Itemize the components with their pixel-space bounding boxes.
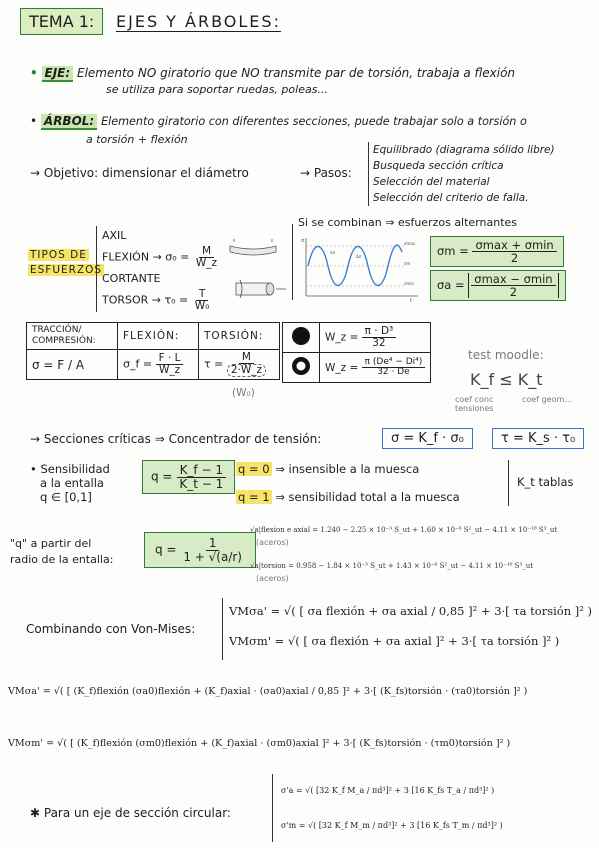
tipo-flexion xyxy=(102,246,220,269)
tipo-axil: AXIL xyxy=(102,229,127,242)
solid-circle-cell xyxy=(283,323,320,353)
table-formula-traccion: σ = F / A xyxy=(27,350,118,380)
sigma-a-den: 2 xyxy=(509,285,518,300)
neuber-eq-flexion: √a|flexion e axial = 1.240 − 2.25 × 10⁻³ S_ut + 1.60 × 10⁻⁶ S²_ut − 4.11 × 10⁻¹⁰ S³_ut xyxy=(250,526,558,534)
secciones-text: → Secciones críticas ⇒ Concentrador de tensión: xyxy=(30,432,322,446)
graph-mean-label: σm xyxy=(404,261,411,266)
circular-eq-a: σ'a = √( [32 K_f M_a / πd³]² + 3 [16 K_fs T_a / πd³]² ) xyxy=(281,786,495,795)
full-eq-m: VMσm' = √( [ (K_f)flexión (σm0)flexión + (K_f)axial · (σm0)axial ]² + 3·[ (K_fs)torsión · (τm0)torsión ]² ) xyxy=(8,738,511,749)
q-formula: q = $\frac{K\_f - 1}{K\_t - 1}$ xyxy=(142,460,235,494)
radio-line1: "q" a partir del xyxy=(10,537,92,550)
q1-row xyxy=(236,490,460,504)
table-formula-flexion: σ_f = $\frac{F \cdot L}{W\_z}$ xyxy=(118,350,199,380)
paso-3: Selección del material xyxy=(373,176,490,188)
sensibilidad-line1: • Sensibilidad xyxy=(30,462,110,476)
secciones-sigma-formula: σ = K_f · σ₀ xyxy=(382,428,473,449)
alternantes-text: Si se combinan ⇒ esfuerzos alternantes xyxy=(298,216,518,229)
sensibilidad-line3: q ∈ [0,1] xyxy=(40,490,92,504)
stress-table xyxy=(26,322,280,380)
torsor-num: T xyxy=(196,289,208,301)
page-title: EJES Y ÁRBOLES: xyxy=(116,12,281,31)
arbol-term: ÁRBOL: xyxy=(41,114,97,130)
graph-min-label: σmin xyxy=(404,281,415,286)
pasos-label: → Pasos: xyxy=(300,166,352,180)
section-divider xyxy=(292,224,293,300)
q1-label: q = 1 xyxy=(238,490,270,504)
circular-label: ✱ Para un eje de sección circular: xyxy=(30,806,231,820)
radio-label xyxy=(10,536,113,568)
moodle-relation: K_f ≤ K_t xyxy=(470,370,543,389)
tema-label xyxy=(20,8,103,35)
graph-range-label: Δσ xyxy=(356,254,362,259)
pasos-list xyxy=(368,142,555,206)
eje-term: EJE: xyxy=(42,66,74,82)
sigma-m-label: σm = xyxy=(437,244,469,259)
hollow-section-icon xyxy=(290,355,312,377)
tipos-list xyxy=(96,226,220,312)
vonmises-eq-a: VMσa' = √( [ σa flexión + σa axial / 0,85 ]² + 3·[ τa torsión ]² ) xyxy=(229,604,593,618)
sensibilidad-label xyxy=(30,462,110,504)
secciones-tau-formula: τ = K_s · τ₀ xyxy=(492,428,584,449)
arbol-line2: a torsión + flexión xyxy=(86,133,188,146)
hollow-circle-cell xyxy=(283,353,320,383)
table-header-flexion: FLEXIÓN: xyxy=(118,323,199,350)
sigma-m-num: σmax + σmin xyxy=(472,239,556,252)
circular-eq-m: σ'm = √( [32 K_f M_m / πd³]² + 3 [16 K_fs T_m / πd³]² ) xyxy=(281,821,503,830)
vonmises-eq-m: VMσm' = √( [ σa flexión + σa axial ]² + 3·[ τa torsión ]² ) xyxy=(229,634,560,648)
neuber-eq-torsion-note: (aceros) xyxy=(256,574,289,583)
objetivo-text: → Objetivo: dimensionar el diámetro xyxy=(30,166,249,180)
table-header-traccion: TRACCIÓN/ COMPRESIÓN: xyxy=(27,323,118,350)
sigma-m-den: 2 xyxy=(510,251,519,266)
solid-formula-cell: W_z = $\frac{\text{π · D³}}{32}$ xyxy=(320,323,431,353)
flexion-num: M xyxy=(199,246,214,258)
graph-max-label: σmax xyxy=(404,241,416,246)
tipo-torsor-label: TORSOR → τ₀ = xyxy=(102,293,189,307)
full-eq-a: VMσa' = √( [ (K_f)flexión (σa0)flexión + (K_f)axial · (σa0)axial / 0,85 ]² + 3·[ (K_fs)torsión · (τa0)torsión ]² ) xyxy=(8,686,528,697)
eje-definition: • EJE: Elemento NO giratorio que NO transmite par de torsión, trabaja a flexión xyxy=(30,66,516,80)
table-formula-torsion: τ = $\frac{M}{2\cdot W\_z}$ xyxy=(199,350,280,380)
tipo-torsor xyxy=(102,289,220,312)
radio-line2: radio de la entalla: xyxy=(10,553,114,566)
alternating-stress-graph xyxy=(300,234,422,302)
arbol-line1: Elemento giratorio con diferentes secciones, puede trabajar solo a torsión o xyxy=(101,115,527,128)
sigma-m-formula xyxy=(430,236,564,267)
q1-text: ⇒ sensibilidad total a la muesca xyxy=(275,490,460,504)
section-modulus-table xyxy=(282,322,431,383)
table-header-torsion: TORSIÓN: xyxy=(199,323,280,350)
sigma-a-label: σa = xyxy=(437,278,465,293)
moodle-title: test moodle: xyxy=(468,348,544,362)
neuber-eq-torsion: √a|torsion = 0.958 − 1.84 × 10⁻³ S_ut + 1.43 × 10⁻⁶ S²_ut − 4.11 × 10⁻¹⁰ S³_ut xyxy=(250,562,534,570)
kt-tablas-text: K_t tablas xyxy=(517,475,574,489)
tema-label-text: TEMA 1: xyxy=(29,12,95,31)
vonmises-equations xyxy=(222,598,592,660)
graph-y-label: σ xyxy=(301,238,305,244)
torsor-den: W₀ xyxy=(194,300,210,313)
beam-sketch xyxy=(228,238,278,262)
arbol-definition: • ÁRBOL: Elemento giratorio con diferentes secciones, puede trabajar solo a torsión o xyxy=(30,114,527,128)
q0-label: q = 0 xyxy=(238,462,270,476)
eje-line2: se utiliza para soportar ruedas, poleas... xyxy=(106,83,328,96)
shaft-sketch xyxy=(232,278,290,300)
tipos-label-line1: TIPOS DE xyxy=(30,249,87,261)
graph-amp-label: σa xyxy=(330,250,335,255)
tipos-label-line2: ESFUERZOS xyxy=(30,264,103,276)
q0-text: ⇒ insensible a la muesca xyxy=(275,462,420,476)
w0-note: (W₀) xyxy=(232,387,255,399)
flexion-den: W_z xyxy=(195,257,218,270)
paso-4: Selección del criterio de falla. xyxy=(373,192,529,204)
sigma-a-num: σmax − σmin xyxy=(471,273,555,286)
paso-2: Busqueda sección crítica xyxy=(373,160,504,172)
neuber-eq-flexion-note: (aceros) xyxy=(256,538,289,547)
vonmises-label: Combinando con Von-Mises: xyxy=(26,622,196,636)
eje-line1: Elemento NO giratorio que NO transmite par de torsión, trabaja a flexión xyxy=(77,66,516,80)
tipos-label xyxy=(28,248,104,278)
tipo-cortante: CORTANTE xyxy=(102,272,161,286)
moodle-left-note: coef conc tensiones xyxy=(455,395,494,413)
kt-tablas xyxy=(508,460,574,506)
graph-x-label: t xyxy=(410,298,412,302)
sigma-a-formula xyxy=(430,270,566,301)
q0-row xyxy=(236,462,419,476)
moodle-right-note: coef geom... xyxy=(522,395,572,404)
hollow-formula-cell: W_z = $\frac{\text{π (De⁴ − Di⁴)}}{32 \cdot De}$ xyxy=(320,353,431,383)
paso-1: Equilibrado (diagrama sólido libre) xyxy=(373,144,555,156)
solid-section-icon xyxy=(290,325,312,347)
circular-equations xyxy=(272,774,503,842)
q-radio-formula: q = $\frac{1}{1 + √(a/r)}$ xyxy=(144,532,256,568)
sensibilidad-line2: a la entalla xyxy=(40,476,104,490)
tipo-flexion-label: FLEXIÓN → σ₀ = xyxy=(102,250,190,264)
